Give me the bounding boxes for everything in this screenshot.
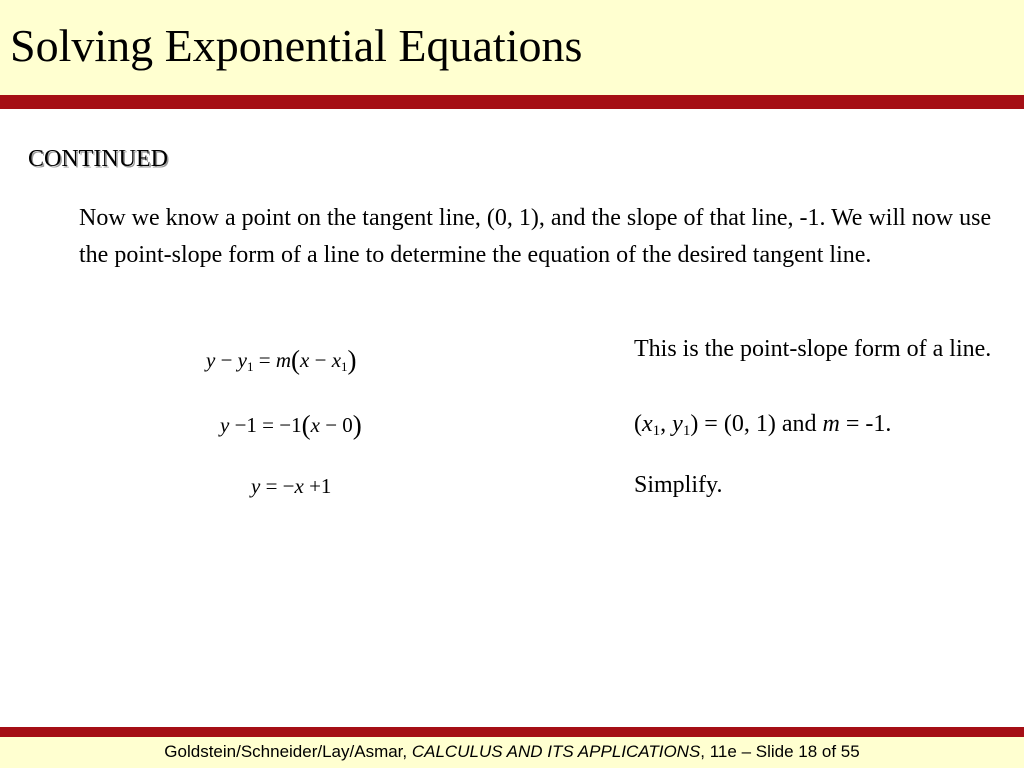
eq-var: x <box>300 348 310 372</box>
eq-paren-close: ) <box>352 410 362 440</box>
eq-var: y <box>237 348 247 372</box>
eq-var: y <box>251 474 261 498</box>
eq-op: = − <box>260 474 295 498</box>
slide-title: Solving Exponential Equations <box>10 20 583 71</box>
eq-var: x <box>310 413 320 437</box>
equation-simplified <box>251 472 331 500</box>
note-text: ) = (0, 1) and <box>690 411 823 437</box>
footer-authors: Goldstein/Schneider/Lay/Asmar, <box>164 742 412 761</box>
footer-slide-number: , 11e – Slide 18 of 55 <box>700 742 860 761</box>
note-text: , <box>660 411 673 437</box>
note-text: = -1. <box>839 411 892 437</box>
eq-var: y <box>220 413 230 437</box>
eq-var: y <box>206 348 216 372</box>
eq-paren-open: ( <box>301 410 311 440</box>
eq-subscript: 1 <box>341 359 348 374</box>
note-point-slope: This is the point-slope form of a line. <box>634 336 992 362</box>
eq-subscript: 1 <box>247 359 254 374</box>
note-var: y <box>672 411 683 437</box>
eq-op: +1 <box>303 474 332 498</box>
note-var: x <box>642 411 653 437</box>
note-subscript: 1 <box>652 423 661 439</box>
note-simplify: Simplify. <box>634 472 723 498</box>
title-divider <box>0 95 1024 109</box>
slide-footer <box>0 740 1024 764</box>
eq-var: m <box>275 348 292 372</box>
note-var: m <box>822 411 840 437</box>
eq-paren-open: ( <box>291 345 301 375</box>
equation-substituted <box>220 411 362 439</box>
section-label: CONTINUED <box>28 146 168 172</box>
eq-op: −1 = −1 <box>229 413 302 437</box>
eq-op: − <box>309 348 332 372</box>
eq-op: = <box>253 348 276 372</box>
footer-divider <box>0 727 1024 737</box>
equation-point-slope <box>206 346 357 381</box>
footer-book-title: CALCULUS AND ITS APPLICATIONS <box>411 742 701 761</box>
body-paragraph: Now we know a point on the tangent line, (0, 1), and the slope of that line, -1. We will now use the point-slope form of a line to determine the equation of the desired tangent line. <box>79 205 992 268</box>
note-substitution <box>634 407 1004 448</box>
eq-op: − 0 <box>319 413 353 437</box>
eq-var: x <box>331 348 342 372</box>
eq-var: x <box>294 474 304 498</box>
eq-op: − <box>215 348 238 372</box>
note-subscript: 1 <box>682 423 691 439</box>
eq-paren-close: ) <box>347 345 357 375</box>
note-text: ( <box>634 411 642 437</box>
